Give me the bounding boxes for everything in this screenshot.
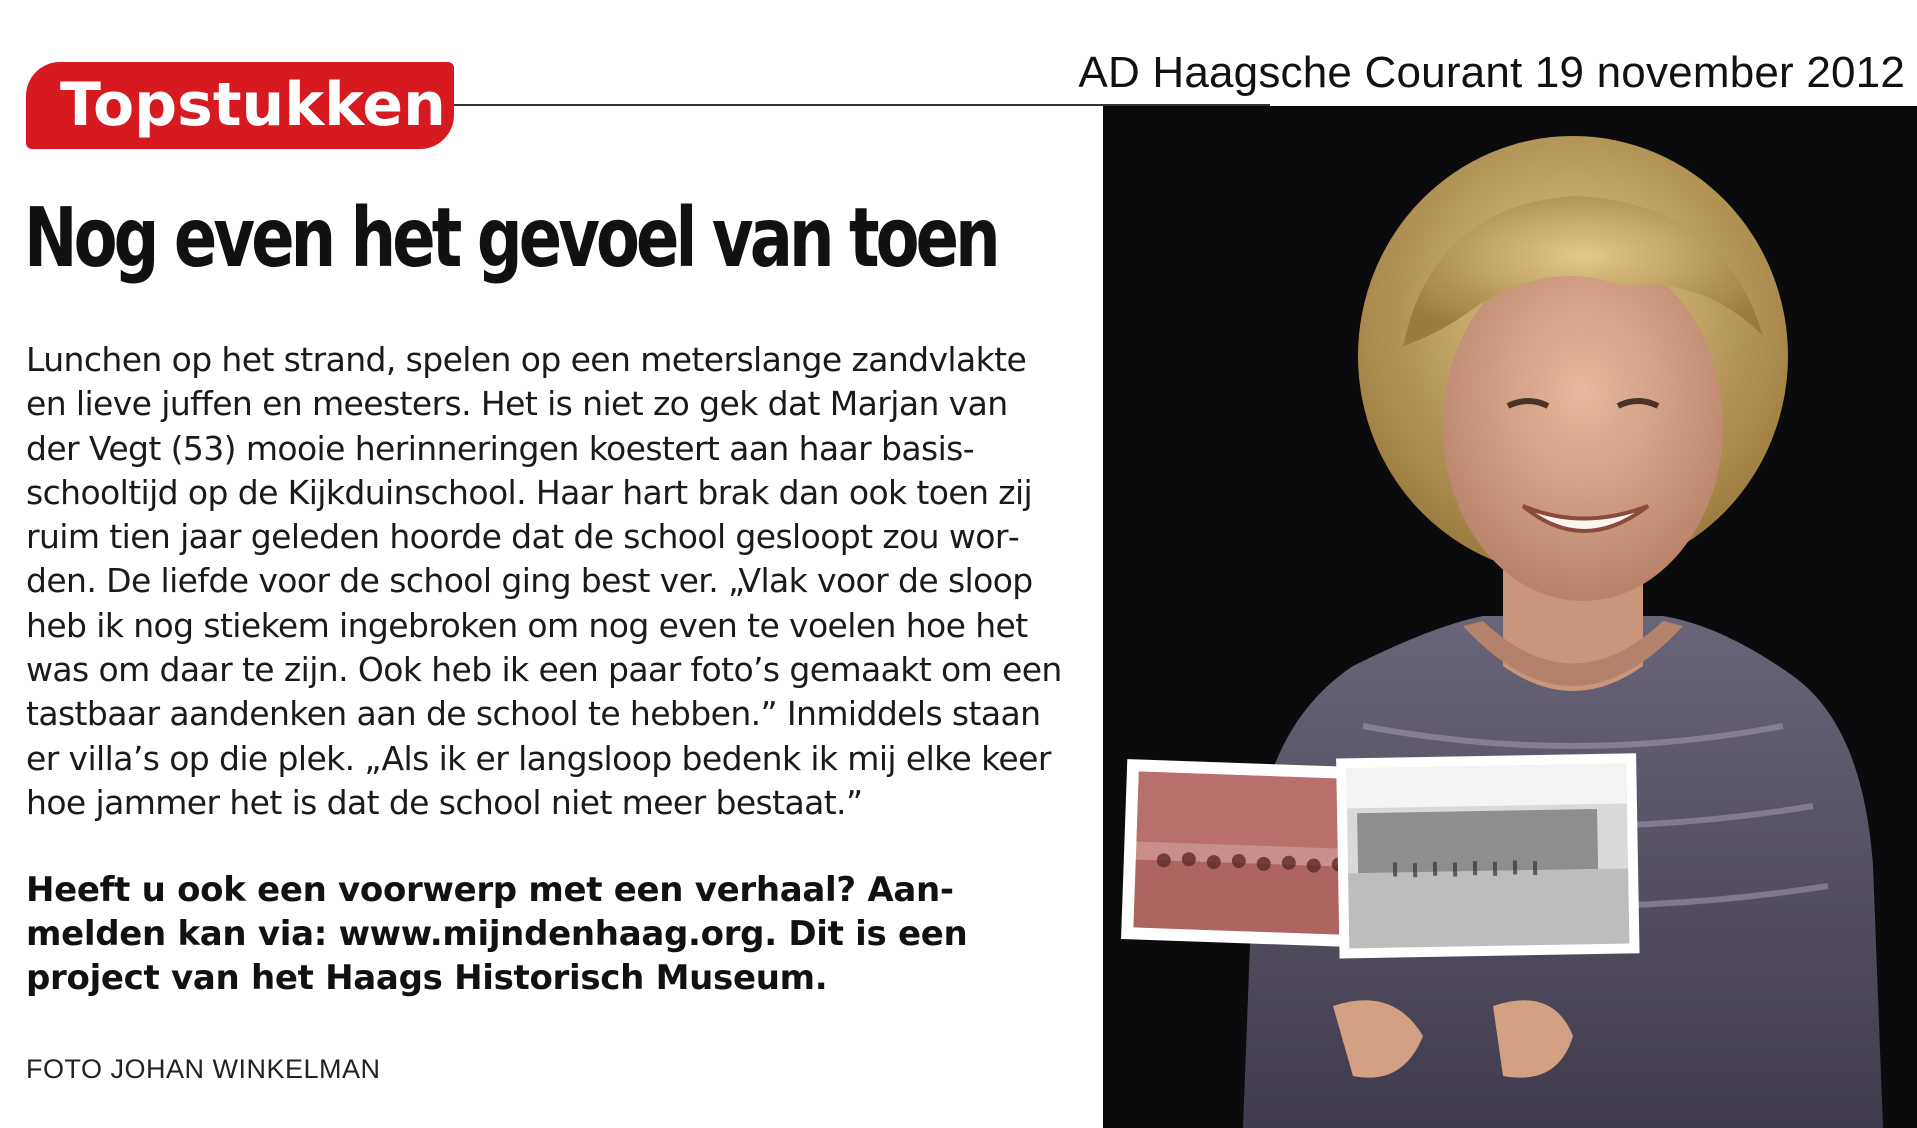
article-headline: Nog even het gevoel van toen [24, 191, 997, 286]
face-shape [1443, 251, 1723, 601]
portrait-illustration [1103, 106, 1917, 1128]
section-kicker-badge: Topstukken [26, 62, 454, 149]
photo-credit: FOTO JOHAN WINKELMAN [26, 1054, 381, 1084]
portrait-photo [1103, 106, 1917, 1128]
call-to-action: Heeft u ook een voorwerp met een verhaal? Aanmelden kan via: www.mijndenhaag.org. Dit is een project van het Haags Historisch Museum. [26, 870, 968, 998]
masthead-source-line: AD Haagsche Courant 19 november 2012 [1078, 48, 1905, 97]
article-body: Lunchen op het strand, spelen op een meterslange zandvlakte en lieve juffen en meesters. Het is niet zo gek dat Marjan van der Vegt (53) mooie herinneringen koestert aan haar basisschooltijd op de Kijkduinschool. Haar hart brak dan ook toen zij ruim tien jaar geleden hoorde dat de school gesloopt zou worden. De liefde voor de school ging best ver. „Vlak voor de sloop heb ik nog stiekem ingebroken om nog even te voelen hoe het was om daar te zijn. Ook heb ik een paar foto’s gemaakt om een tastbaar aandenken aan de school te hebben.” Inmiddels staan er villa’s op die plek. „Als ik er langsloop bedenk ik mij elke keer hoe jammer het is dat de school niet meer bestaat.” [26, 340, 1062, 822]
